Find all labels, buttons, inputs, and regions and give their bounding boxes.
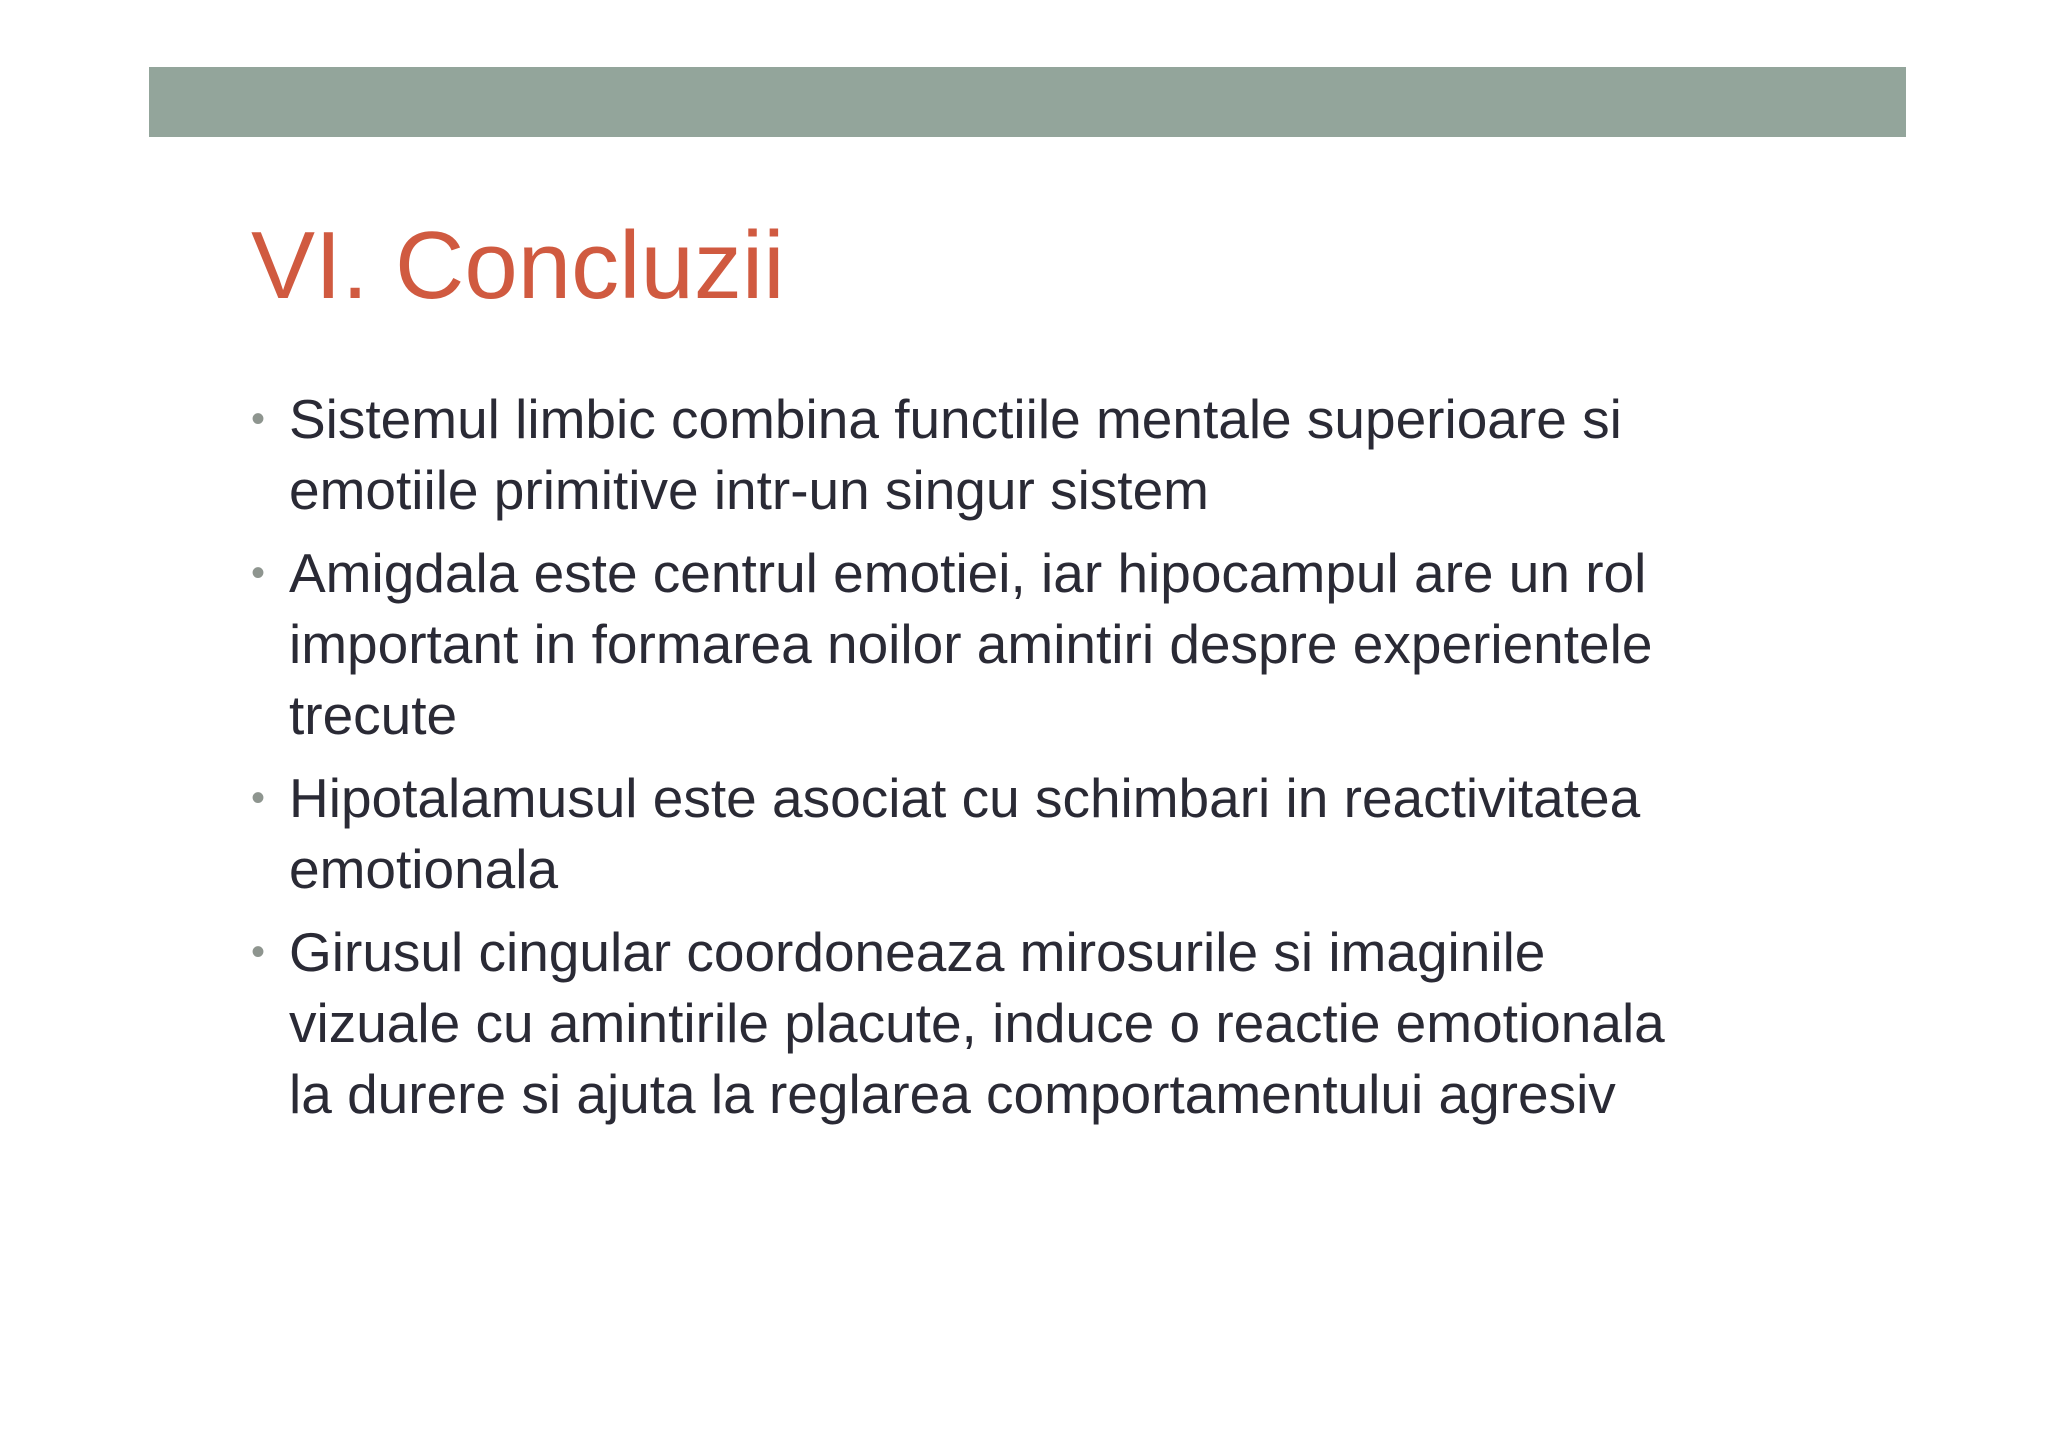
bullet-text-line: Sistemul limbic combina functiile mentale superioare si (289, 388, 1622, 450)
bullet-marker: • (251, 397, 266, 441)
bullet-text-line: emotiile primitive intr-un singur sistem (289, 459, 1209, 521)
bullet-item (251, 384, 1811, 526)
bullet-text-line: Hipotalamusul este asociat cu schimbari in reactivitatea (289, 767, 1641, 829)
bullet-text-line: Amigdala este centrul emotiei, iar hipocampul are un rol (289, 542, 1647, 604)
bullet-text-line: important in formarea noilor amintiri despre experientele (289, 613, 1653, 675)
bullet-list (251, 384, 1811, 1142)
bullet-text-line: vizuale cu amintirile placute, induce o reactie emotionala (289, 992, 1665, 1054)
bullet-item (251, 763, 1811, 905)
bullet-item (251, 538, 1811, 751)
bullet-marker: • (251, 776, 266, 820)
slide-title: VI. Concluzii (251, 212, 785, 319)
header-bar (149, 67, 1906, 137)
bullet-text-line: emotionala (289, 838, 559, 900)
bullet-text-line: la durere si ajuta la reglarea comportamentului agresiv (289, 1063, 1616, 1125)
bullet-text-line: Girusul cingular coordoneaza mirosurile si imaginile (289, 921, 1546, 983)
bullet-item (251, 917, 1811, 1130)
bullet-text-line: trecute (289, 684, 458, 746)
bullet-marker: • (251, 930, 266, 974)
bullet-marker: • (251, 551, 266, 595)
